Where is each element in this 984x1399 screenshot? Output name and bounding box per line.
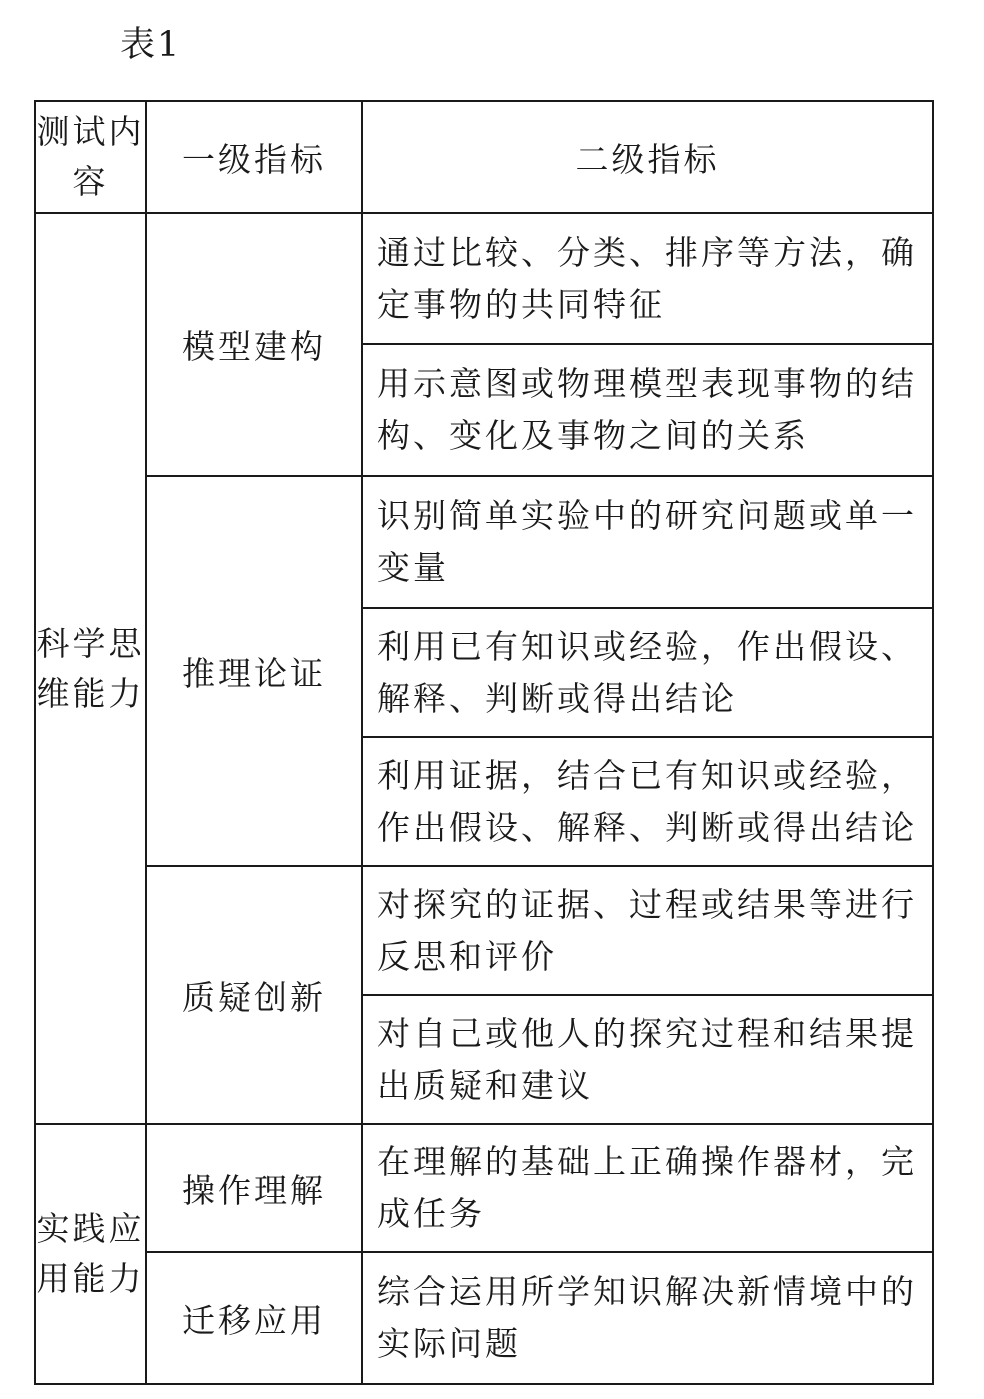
test-content-cell: 实践应用能力 bbox=[35, 1124, 146, 1384]
header-level1-indicator: 一级指标 bbox=[146, 101, 362, 213]
level2-indicator-cell: 识别简单实验中的研究问题或单一变量 bbox=[362, 476, 933, 608]
level1-indicator-cell: 模型建构 bbox=[146, 213, 362, 476]
table-caption: 表1 bbox=[120, 25, 182, 65]
table-row bbox=[35, 1252, 933, 1384]
level1-indicator-cell: 操作理解 bbox=[146, 1124, 362, 1252]
header-test-content: 测试内容 bbox=[35, 101, 146, 213]
header-row bbox=[35, 101, 933, 213]
header-level2-indicator: 二级指标 bbox=[362, 101, 933, 213]
level2-indicator-cell: 对自己或他人的探究过程和结果提出质疑和建议 bbox=[362, 995, 933, 1124]
level1-indicator-cell: 推理论证 bbox=[146, 476, 362, 866]
table-row bbox=[35, 213, 933, 344]
table-row bbox=[35, 1124, 933, 1252]
level2-indicator-cell: 利用已有知识或经验，作出假设、解释、判断或得出结论 bbox=[362, 608, 933, 737]
level1-indicator-cell: 质疑创新 bbox=[146, 866, 362, 1124]
level2-indicator-cell: 用示意图或物理模型表现事物的结构、变化及事物之间的关系 bbox=[362, 344, 933, 476]
test-content-cell: 科学思维能力 bbox=[35, 213, 146, 1124]
level2-indicator-cell: 利用证据，结合已有知识或经验，作出假设、解释、判断或得出结论 bbox=[362, 737, 933, 866]
indicator-table bbox=[34, 100, 934, 1385]
level2-indicator-cell: 对探究的证据、过程或结果等进行反思和评价 bbox=[362, 866, 933, 995]
table-row bbox=[35, 476, 933, 608]
level2-indicator-cell: 在理解的基础上正确操作器材，完成任务 bbox=[362, 1124, 933, 1252]
level2-indicator-cell: 综合运用所学知识解决新情境中的实际问题 bbox=[362, 1252, 933, 1384]
level2-indicator-cell: 通过比较、分类、排序等方法，确定事物的共同特征 bbox=[362, 213, 933, 344]
table-row bbox=[35, 866, 933, 995]
level1-indicator-cell: 迁移应用 bbox=[146, 1252, 362, 1384]
